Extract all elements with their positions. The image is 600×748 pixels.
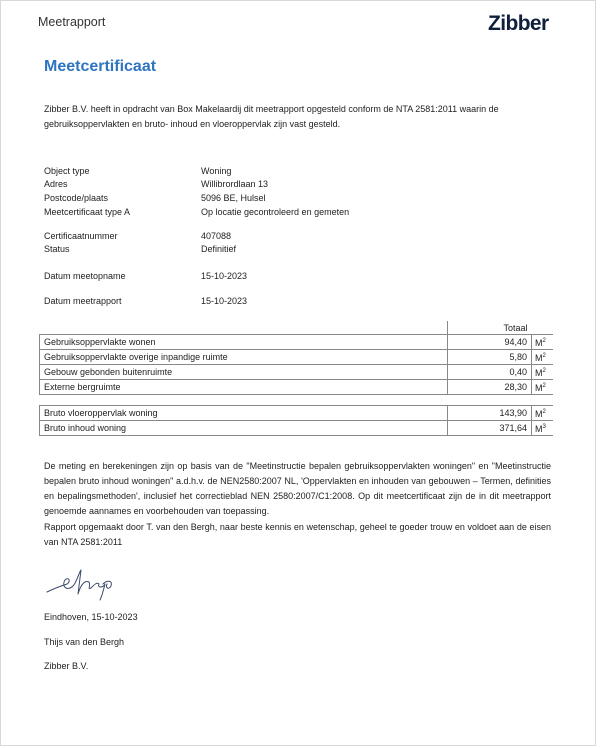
row-value: 143,90 xyxy=(448,406,532,421)
company-name: Zibber B.V. xyxy=(44,661,89,671)
detail-value: Definitief xyxy=(201,244,237,254)
detail-label: Certificaatnummer xyxy=(44,231,118,241)
detail-label: Adres xyxy=(44,179,68,189)
row-label: Gebruiksoppervlakte overige inpandige ruimte xyxy=(40,350,448,365)
row-label: Gebruiksoppervlakte wonen xyxy=(40,335,448,350)
detail-label: Status xyxy=(44,244,70,254)
table-row xyxy=(40,380,554,395)
table-header-blank xyxy=(532,321,554,335)
row-value: 0,40 xyxy=(448,365,532,380)
detail-label: Datum meetopname xyxy=(44,271,126,281)
table-header-blank xyxy=(40,321,448,335)
detail-value: 5096 BE, Hulsel xyxy=(201,193,266,203)
detail-value: Op locatie gecontroleerd en gemeten xyxy=(201,207,350,217)
table-row xyxy=(40,335,554,350)
row-unit: $M^2$ xyxy=(532,335,554,350)
detail-value: Woning xyxy=(201,166,232,176)
intro-paragraph: Zibber B.V. heeft in opdracht van Box Makelaardij dit meetrapport opgesteld conform de NTA 2581:2011 waarin de gebruiksoppervlakten en bruto- inhoud en vloeroppervlak zijn vast gesteld. xyxy=(44,104,499,129)
row-unit: $M^2$ xyxy=(532,350,554,365)
row-unit: $M^2$ xyxy=(532,365,554,380)
methodology-paragraph: De meting en berekeningen zijn op basis van de "Meetinstructie bepalen gebruiksoppervlakten woningen" en "Meetinstructie bepalen bruto inhoud woningen" a.d.h.v. de NEN2580:2007 NL, 'Oppervlakten en inhouden van gebouwen – Termen, definities en bepalingsmethoden', inclusief het correctieblad NEN 2580:2007/C1:2008. Op dit meetcertificaat zijn de in dit meetrapport genoemde aannames en voorbehouden van toepassing. xyxy=(44,461,551,516)
detail-value: Willibrordlaan 13 xyxy=(201,179,269,189)
declaration-paragraph: Rapport opgemaakt door T. van den Bergh, naar beste kennis en wetenschap, geheel te goeder trouw en voldoet aan de eisen van NTA 2581:2011 xyxy=(44,522,551,547)
signature-image xyxy=(45,562,125,602)
document-type-label: Meetrapport xyxy=(38,15,106,29)
detail-label: Meetcertificaat type A xyxy=(44,207,131,217)
total-column-header: Totaal xyxy=(448,321,532,335)
table-row xyxy=(40,365,554,380)
detail-value: 15-10-2023 xyxy=(201,296,248,306)
detail-value: 407088 xyxy=(201,231,232,241)
area-table xyxy=(39,321,553,395)
row-value: 94,40 xyxy=(448,335,532,350)
detail-label: Postcode/plaats xyxy=(44,193,109,203)
row-value: 5,80 xyxy=(448,350,532,365)
page-title: Meetcertificaat xyxy=(44,58,157,75)
row-value: 371,64 xyxy=(448,421,532,436)
detail-label: Object type xyxy=(44,166,90,176)
row-label: Bruto vloeroppervlak woning xyxy=(40,406,448,421)
row-label: Gebouw gebonden buitenruimte xyxy=(40,365,448,380)
row-label: Bruto inhoud woning xyxy=(40,421,448,436)
table-row xyxy=(40,421,554,436)
row-label: Externe bergruimte xyxy=(40,380,448,395)
detail-value: 15-10-2023 xyxy=(201,271,248,281)
row-unit: $M^2$ xyxy=(532,380,554,395)
table-header-row xyxy=(40,321,554,335)
table-row xyxy=(40,406,554,421)
place-date: Eindhoven, 15-10-2023 xyxy=(44,612,138,622)
company-logo: Zibber xyxy=(488,12,549,35)
row-unit: $M^2$ xyxy=(532,406,554,421)
row-unit: $M^3$ xyxy=(532,421,554,436)
table-row xyxy=(40,350,554,365)
detail-label: Datum meetrapport xyxy=(44,296,122,306)
signatory-name: Thijs van den Bergh xyxy=(44,637,125,647)
bruto-table xyxy=(39,405,553,436)
row-value: 28,30 xyxy=(448,380,532,395)
